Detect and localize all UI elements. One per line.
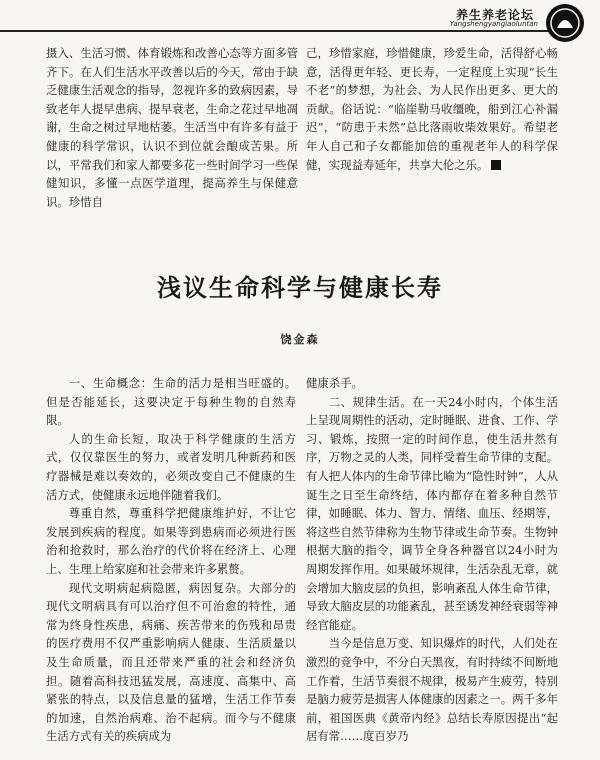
paragraph (306, 44, 558, 174)
paragraph: 摄入、生活习惯、体育锻炼和改善心态等方面多管齐下。在人们生活水平改善以后的今天，常由于缺乏健康生活观念的指导，忽视许多的致病因素，导致老年人提早患病、提早衰老，生命之花过早地凋谢，生命之树过早地枯萎。生活当中有许多有益于健康的科学常识，认识不到位就会酿成苦果。所以，平常我们和家人都要多花一些时间学习一些保健知识，多懂一点医学道理，提高养生与保健意识。珍惜自 (46, 46, 298, 209)
article-author: 饶金森 (280, 333, 320, 346)
top-left-column (46, 44, 298, 211)
bottom-right-column (306, 374, 558, 746)
bottom-left-column (46, 374, 296, 746)
paragraph: 当今是信息万变、知识爆炸的时代，人们处在激烈的竞争中，不分白天黑夜，有时持续不间断地工作着，生活节奏很不规律，极易产生疲劳，特别是脑力疲劳是损害人体健康的因素之一。两千多年前，祖国医典《黄帝内经》总结长寿原因提出“起居有常……度百岁乃 (306, 636, 558, 744)
paragraph: 二、规律生活。在一天24小时内，个体生活上呈现周期性的活动，定时睡眠、进食、工作、学习、锻炼，按照一定的时间作息，使生活井然有序，万物之灵的人类，同样受着生命节律的支配。有人把人体内的生命节律比喻为“隐性时钟”，人从诞生之日至生命终结，体内都存在着多种自然节律，如睡眠、体力、智力、情绪、血压、经期等，将这些自然节律称为生物节律或生命节奏。生物钟根据大脑的指令，调节全身各种器官以24小时为周期发挥作用。如果破坏规律，生活杂乱无章，就会增加大脑皮层的负担，影响紊乱人体生命节律，导致大脑皮层的功能紊乱，甚至诱发神经衰弱等神经官能症。 (306, 394, 558, 632)
paragraph: 现代文明病起病隐匿，病因复杂。大部分的现代文明病具有可以治疗但不可治愈的特性，通常为终身性疾患，病痛、疾苦带来的伤残和昂贵的医疗费用不仅严重影响病人健康、生活质量以及生命质量，而且还带来严重的社会和经济负担。随着高科技迅猛发展，高速度、高集中、高紧张的特点，以及信息量的猛增，生活工作节奏的加速，自然治病难、治不起病。而今与不健康生活方式有关的疾病成为 (46, 580, 296, 744)
paragraph-text: 己，珍惜家庭，珍惜健康，珍爱生命，活得舒心畅意，活得更年轻、更长寿，一定程度上实现“长生不老”的梦想，为社会、为人民作出更多、更大的贡献。俗话说：“临崖勒马收缰晚，船到江心补漏迟”，“防患于未然”总比落雨收柴效果好。希望老年人自己和子女都能加倍的重视老年人的科学保健，实现益寿延年，共享大伦之乐。 (306, 46, 558, 172)
top-right-column (306, 44, 558, 174)
page-header (0, 0, 600, 38)
column-emblem-icon (544, 2, 586, 44)
column-title: 养生养老论坛 (455, 8, 534, 22)
column-subtitle: Yangshengyanglaoluntan (449, 20, 538, 28)
paragraph: 尊重自然，尊重科学把健康维护好，不让它发展到疾病的程度。如果等到患病而必须进行医治和抢救时，那么治疗的代价将在经济上、心理上、生理上给家庭和社会带来许多累赘。 (46, 506, 296, 576)
end-mark-icon (491, 160, 501, 170)
paragraph: 一、生命概念：生命的活力是相当旺盛的。但是否能延长，这要决定于每种生物的自然寿限。 (46, 376, 296, 428)
paragraph: 人的生命长短，取决于科学健康的生活方式，仅仅靠医生的努力，或者发明几种新药和医疗器械是难以奏效的，必须改变自己不健康的生活方式，使健康永远地伴随着我们。 (46, 431, 296, 502)
article-title: 浅议生命科学与健康长寿 (157, 274, 443, 302)
paragraph: 健康杀手。 (306, 376, 363, 390)
header-rule (0, 30, 560, 32)
